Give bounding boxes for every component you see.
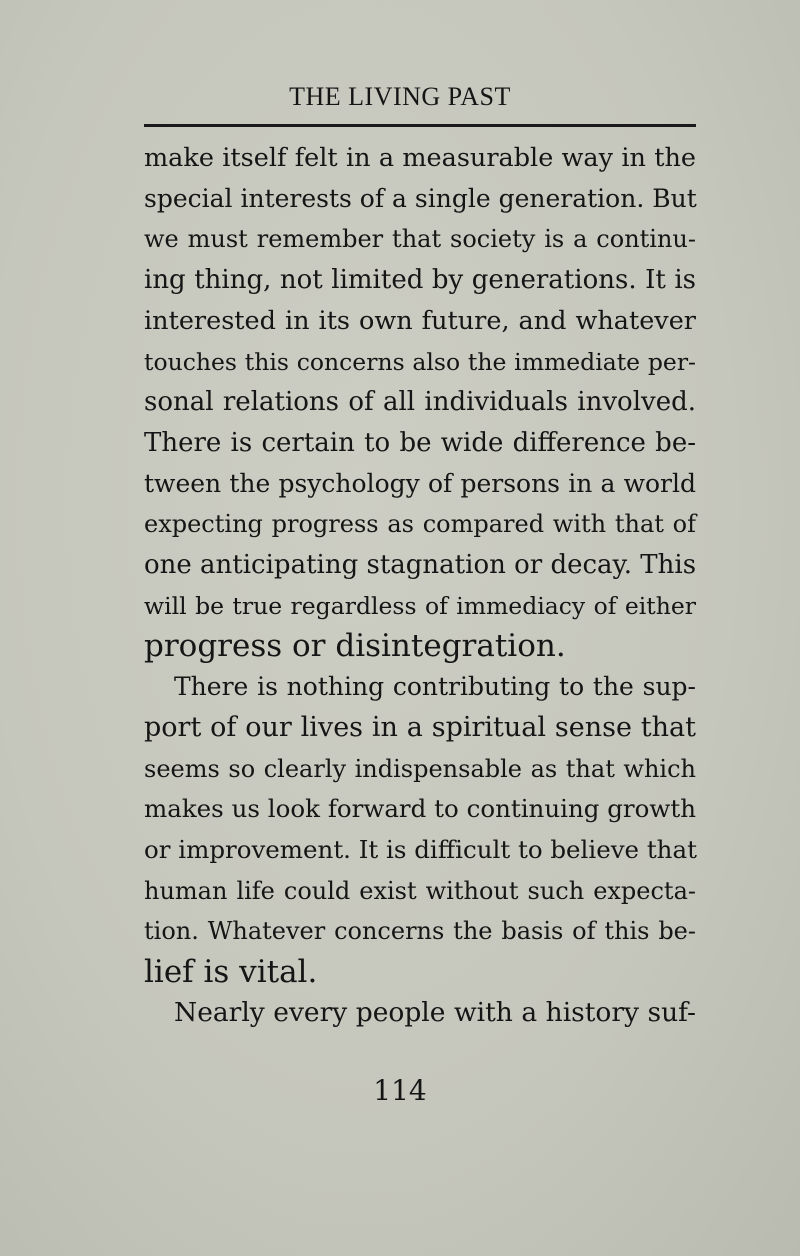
header-rule	[144, 124, 696, 127]
text-line: ing thing, not limited by generations. It is	[144, 265, 696, 296]
text-line: There is certain to be wide difference be-	[144, 427, 696, 458]
text-line: progress or disintegration.	[144, 628, 566, 665]
running-head: THE LIVING PAST	[289, 82, 511, 111]
text-line: make itself felt in a measurable way in the	[144, 143, 696, 173]
text-line: will be true regardless of immediacy of either	[144, 591, 696, 620]
text-line: we must remember that society is a continu-	[144, 225, 696, 254]
text-line: sonal relations of all individuals involved.	[144, 387, 696, 418]
text-line: tion. Whatever concerns the basis of this be-	[144, 917, 696, 946]
text-line: lief is vital.	[144, 954, 318, 990]
page-number: 114	[373, 1074, 427, 1107]
text-line: one anticipating stagnation or decay. This	[144, 550, 697, 580]
text-line: makes us look forward to continuing growth	[144, 794, 696, 824]
text-line: special interests of a single generation. But	[144, 183, 697, 213]
text-line: port of our lives in a spiritual sense that	[144, 711, 696, 743]
text-line: touches this concerns also the immediate per-	[144, 347, 696, 376]
text-line: or improvement. It is difficult to believe that	[144, 834, 697, 864]
text-line: tween the psychology of persons in a world	[144, 468, 696, 498]
text-line: seems so clearly indispensable as that which	[144, 754, 696, 783]
text-line: interested in its own future, and whatever	[144, 305, 696, 336]
text-line: Nearly every people with a history suf-	[174, 996, 696, 1028]
text-line: human life could exist without such expecta-	[144, 876, 696, 905]
text-line: expecting progress as compared with that of	[144, 510, 696, 539]
text-line: There is nothing contributing to the sup-	[174, 672, 696, 702]
